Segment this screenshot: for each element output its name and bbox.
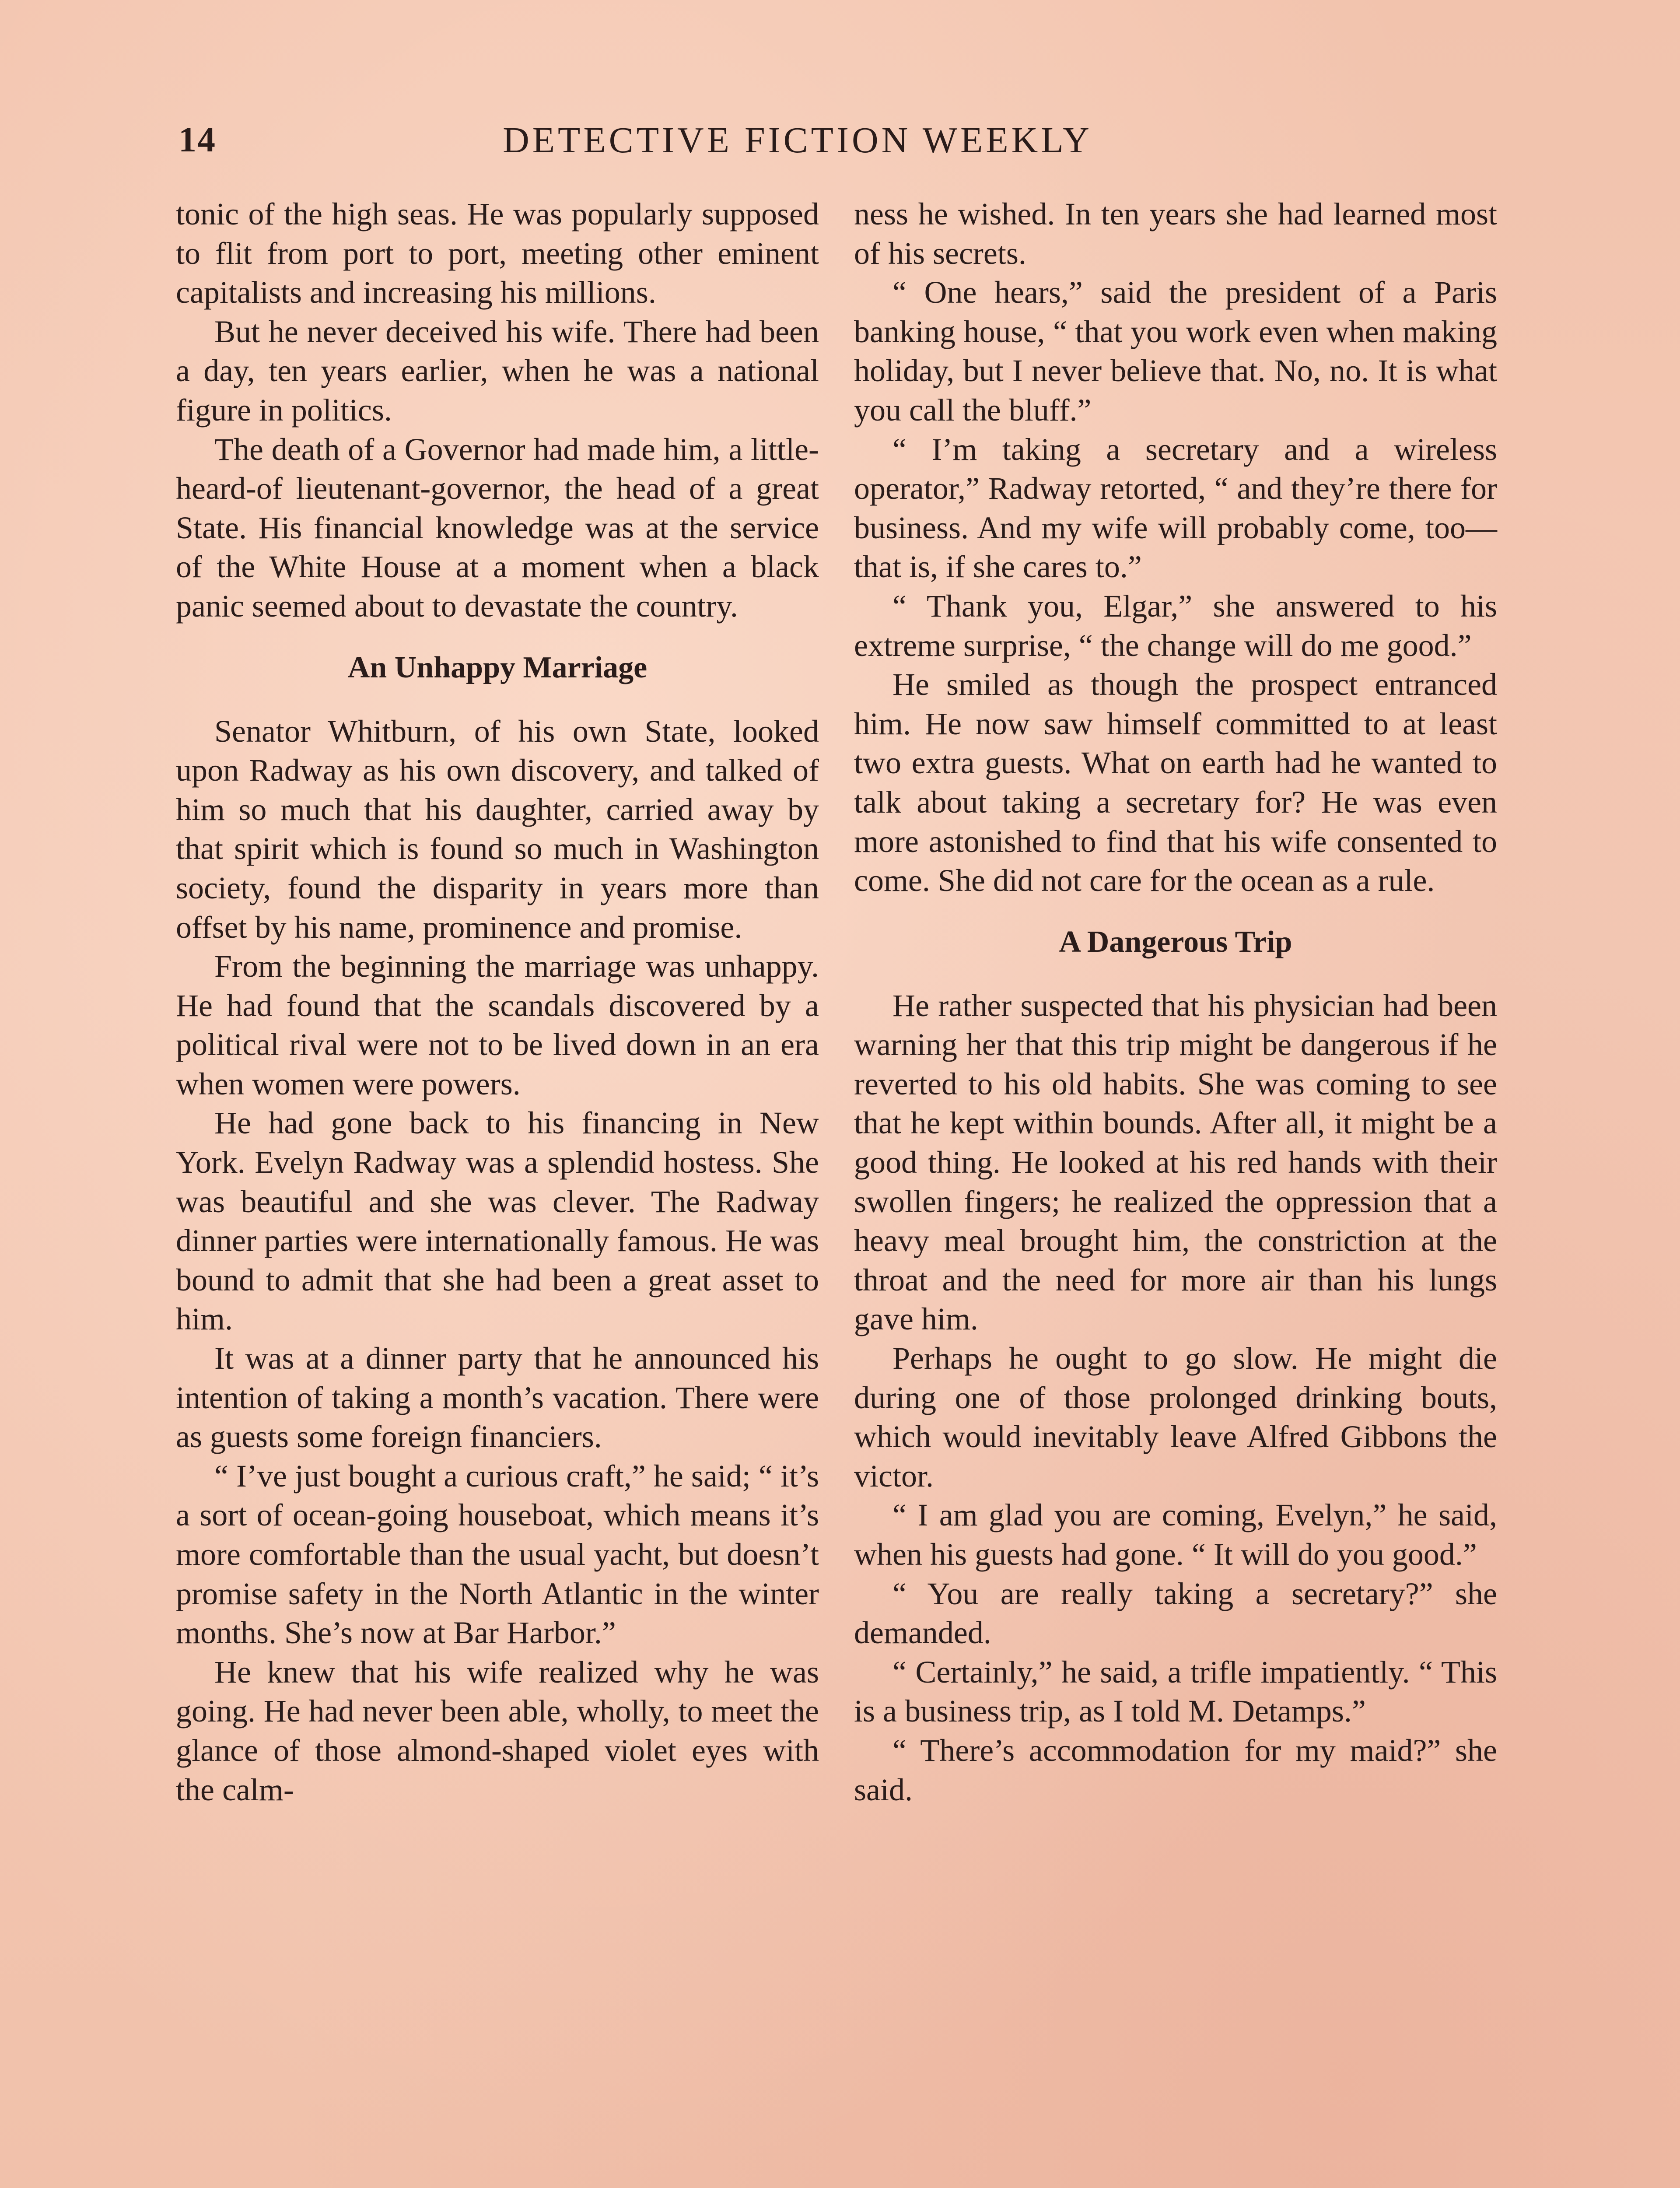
right-column [854,195,1497,1809]
paragraph: He rather suspected that his physician had been warning her that this trip might be dangerous if he reverted to his old habits. She was coming to see that he kept within bounds. After all, it might be a good thing. He looked at his red hands with their swollen fingers; he realized the oppression that a heavy meal brought him, the constriction at the throat and the need for more air than his lungs gave him. [854,988,1497,1337]
paragraph: But he never deceived his wife. There had been a day, ten years earlier, when he was a national figure in politics. [176,314,819,428]
paragraph: “ Thank you, Elgar,” she answered to his extreme surprise, “ the change will do me good.” [854,588,1497,663]
paragraph: From the beginning the marriage was unhappy. He had found that the scandals discovered by a political rival were not to be lived down in an era when women were powers. [176,949,819,1101]
paragraph: “ There’s accommodation for my maid?” she said. [854,1732,1497,1807]
paragraph: “ Certainly,” he said, a trifle impatiently. “ This is a business trip, as I told M. Detamps.” [854,1654,1497,1729]
paragraph: “ You are really taking a secretary?” she demanded. [854,1576,1497,1651]
paragraph: tonic of the high seas. He was popularly supposed to flit from port to port, meeting other eminent capitalists and increasing his millions. [176,196,819,310]
running-title: DETECTIVE FICTION WEEKLY [503,120,1092,161]
page-header [178,119,1417,176]
paragraph: “ One hears,” said the president of a Paris banking house, “ that you work even when making holiday, but I never believe that. No, no. It is what you call the bluff.” [854,275,1497,428]
paragraph: He had gone back to his financing in New York. Evelyn Radway was a splendid hostess. She was beautiful and she was clever. The Radway dinner parties were internationally famous. He was bound to admit that she had been a great asset to him. [176,1105,819,1337]
paragraph: Perhaps he ought to go slow. He might die during one of those prolonged drinking bouts, which would inevitably leave Alfred Gibbons the victor. [854,1341,1497,1494]
paragraph: It was at a dinner party that he announced his intention of taking a month’s vacation. There were as guests some foreign financiers. [176,1341,819,1455]
paragraph: ness he wished. In ten years she had learned most of his secrets. [854,196,1497,271]
paragraph: “ I am glad you are coming, Evelyn,” he said, when his guests had gone. “ It will do you good.” [854,1497,1497,1572]
paragraph: “ I’m taking a secretary and a wireless operator,” Radway retorted, “ and they’re there for business. And my wife will probably come, too—that is, if she cares to.” [854,431,1497,585]
paragraph: Senator Whitburn, of his own State, looked upon Radway as his own discovery, and talked of him so much that his daughter, carried away by that spirit which is found so much in Washington society, found the disparity in years more than offset by his name, prominence and promise. [176,713,819,945]
section-heading: An Unhappy Marriage [347,650,648,684]
paragraph: He knew that his wife realized why he was going. He had never been able, wholly, to meet the glance of those almond-shaped violet eyes with the calm- [176,1654,819,1807]
left-column [176,195,819,1809]
section-heading: A Dangerous Trip [1059,925,1292,959]
paragraph: “ I’ve just bought a curious craft,” he said; “ it’s a sort of ocean-going houseboat, which means it’s more comfortable than the usual yacht, but doesn’t promise safety in the North Atlantic in the winter months. She’s now at Bar Harbor.” [176,1458,819,1651]
paragraph: The death of a Governor had made him, a little-heard-of lieutenant-governor, the head of a great State. His financial knowledge was at the service of the White House at a moment when a black panic seemed about to devastate the country. [176,431,819,624]
paragraph: He smiled as though the prospect entranced him. He now saw himself committed to at least two extra guests. What on earth had he wanted to talk about taking a secretary for? He was even more astonished to find that his wife consented to come. She did not care for the ocean as a rule. [854,667,1497,898]
page-number: 14 [178,119,216,159]
